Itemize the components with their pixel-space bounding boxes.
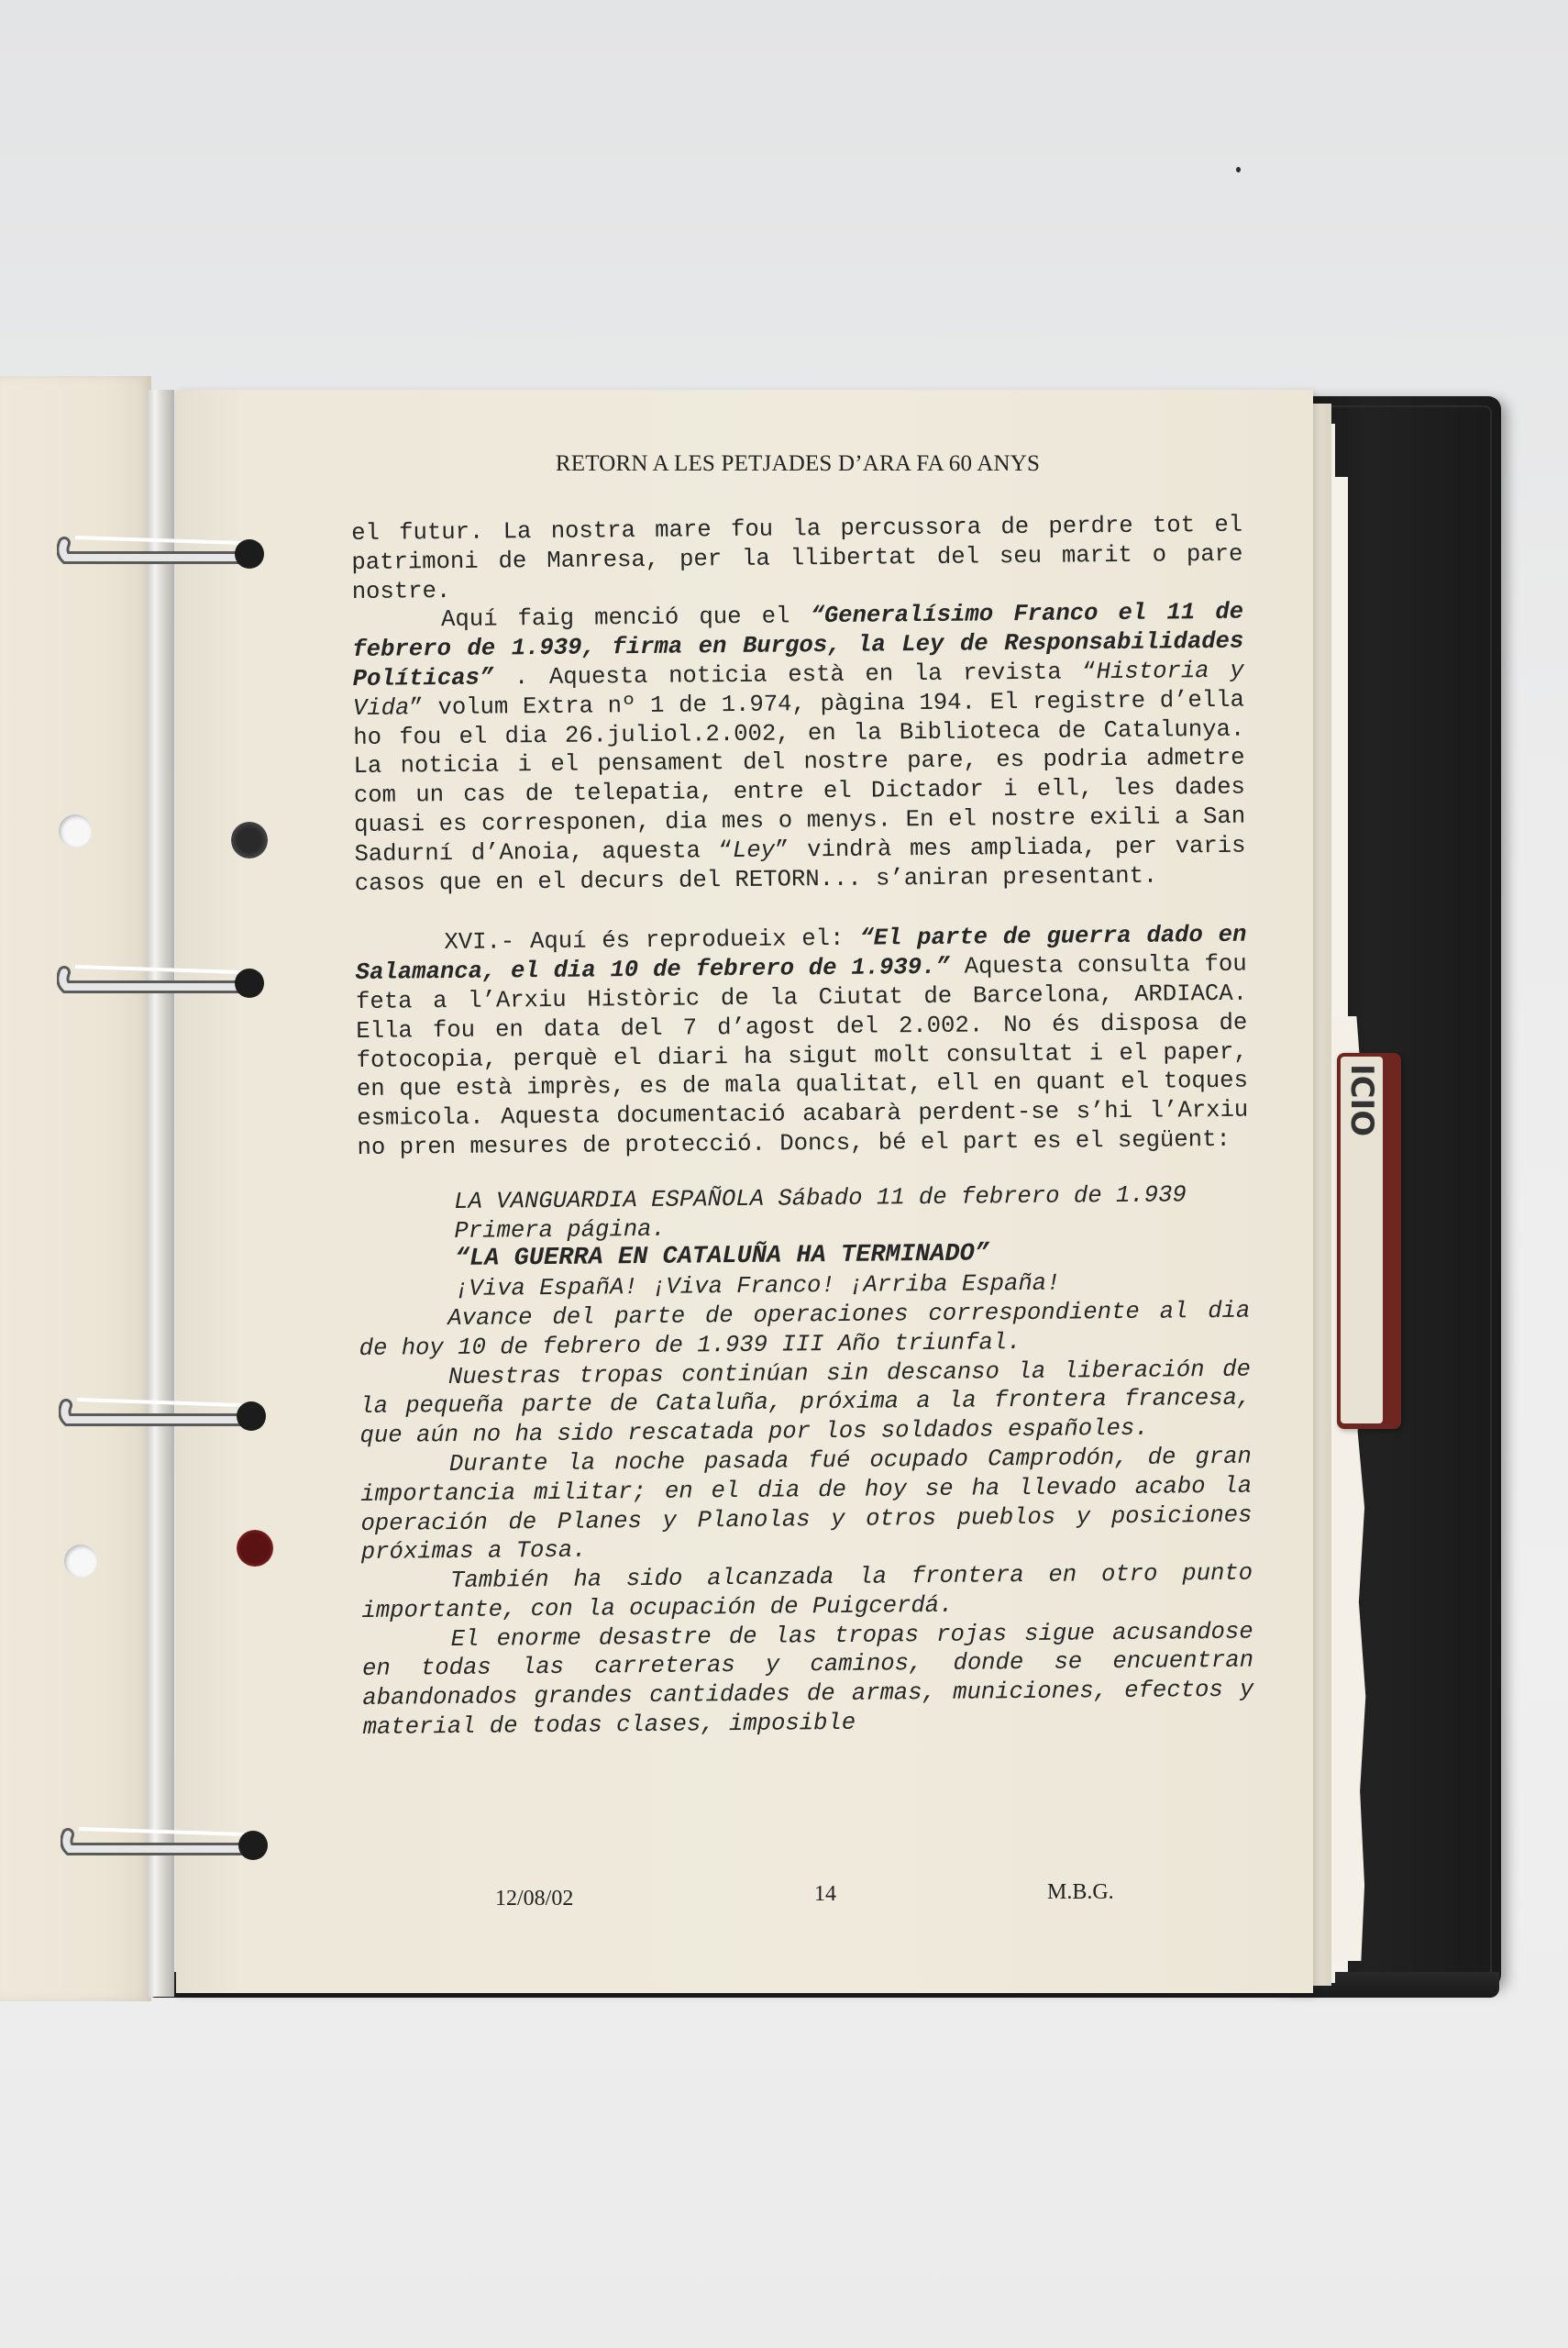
quote-paragraph: También ha sido alcanzada la frontera en otro punto importante, con la ocupación de Puigcerdá. xyxy=(361,1559,1253,1624)
paragraph-intro: el futur. La nostra mare fou la percussora de perdre tot el patrimoni de Manresa, per la llibertat del seu marit o pare nostre. xyxy=(351,511,1243,605)
punch-hole xyxy=(64,1545,97,1578)
binder-ring xyxy=(61,1816,248,1867)
page-punch-hole xyxy=(237,1530,273,1567)
left-page xyxy=(0,376,151,2001)
page-punch-hole xyxy=(231,822,268,858)
quote-paragraph: El enorme desastre de las tropas rojas sigue acusandose en todas las carreteras y caminos, donde se encuentran abandonados grandes cantidades de armas, municiones, efectos y material de todas clases, imposible xyxy=(361,1618,1254,1742)
punch-hole xyxy=(59,814,92,847)
binder-spine xyxy=(147,390,174,1997)
quote-paragraph: Durante la noche pasada fué ocupado Camprodón, de gran importancia militar; en el dia de hoy se ha llevado acabo la operación de Planes y Planolas y otros pueblos y posiciones próximas a Tosa. xyxy=(360,1443,1253,1567)
italic-title: Historia y Vida xyxy=(352,657,1244,722)
paragraph-text: . Aquesta noticia està en la revista “ xyxy=(493,659,1097,692)
quote-page: Primera página. xyxy=(454,1215,666,1245)
quote-source: LA VANGUARDIA ESPAÑOLA Sábado 11 de febrero de 1.939 xyxy=(454,1181,1187,1215)
italic-ley: Ley xyxy=(732,836,776,864)
paragraph-text: Aquesta consulta fou feta a l’Arxiu Històric de la Ciutat de Barcelona, ARDIACA. Ella fou en data del 7 d’agost del 2.002. No és disposa de fotocopia, perquè el diari ha sigut molt consultat i el paper, en que està imprès, es de mala qualitat, ell en quant el toques esmicola. Aquesta documentació acabarà perdent-se s’hi l’Arxiu no pren mesures de protecció. Doncs, bé el part es el següent: xyxy=(355,950,1249,1161)
paragraph-lead: XVI.- Aquí és reprodueix el: xyxy=(444,925,860,957)
binder-ring xyxy=(57,525,245,576)
page-body xyxy=(351,511,1254,1743)
bold-quote: “Generalísimo Franco el 11 de febrero de 1.939, firma en Burgos, la Ley de Responsabilidades Políticas” xyxy=(352,599,1244,692)
running-header: RETORN A LES PETJADES D’ARA FA 60 ANYS xyxy=(555,451,1041,476)
quote-paragraph: Nuestras tropas continúan sin descanso la liberación de la pequeña parte de Cataluña, próxima a la frontera francesa, que aún no ha sido rescatada por los soldados españoles. xyxy=(359,1356,1252,1450)
quote-cheers: ¡Viva EspañA! ¡Viva Franco! ¡Arriba España! xyxy=(454,1269,1061,1303)
divider-tab-text: ICIO xyxy=(1343,1064,1380,1137)
dust-speck xyxy=(1236,167,1241,172)
paragraph-text: ” volum Extra nº 1 de 1.974, pàgina 194. El registre d’ella ho fou el dia 26.juliol.2.002, en la Biblioteca de Catalunya. La noticia i el pensament del nostre pare, es podria admetre com un cas de telepatia, entre el Dictador i ell, les dades quasi es corresponen, dia mes o menys. En el nostre exili a San Sadurní d’Anoia, aquesta “ xyxy=(353,686,1246,868)
binder-ring xyxy=(59,1387,247,1438)
footer-initials: M.B.G. xyxy=(1047,1880,1114,1904)
paragraph-generalisimo xyxy=(352,598,1246,898)
footer-page-number: 14 xyxy=(814,1882,836,1906)
binder-ring xyxy=(57,954,245,1005)
quote-paragraph: Avance del parte de operaciones correspondiente al dia de hoy 10 de febrero de 1.939 III Año triunfal. xyxy=(359,1297,1251,1362)
paragraph-xvi xyxy=(355,921,1248,1163)
footer-date: 12/08/02 xyxy=(495,1887,574,1911)
paragraph-lead: Aquí faig menció que el xyxy=(440,603,811,634)
quote-headline: “LA GUERRA EN CATALUÑA HA TERMINADO” xyxy=(454,1240,990,1274)
bold-quote: “El parte de guerra dado en Salamanca, el dia 10 de febrero de 1.939.” xyxy=(355,922,1247,987)
paragraph-text: ” vindrà mes ampliada, per varis casos que en el decurs del RETORN... s’aniran presentant. xyxy=(354,832,1246,897)
